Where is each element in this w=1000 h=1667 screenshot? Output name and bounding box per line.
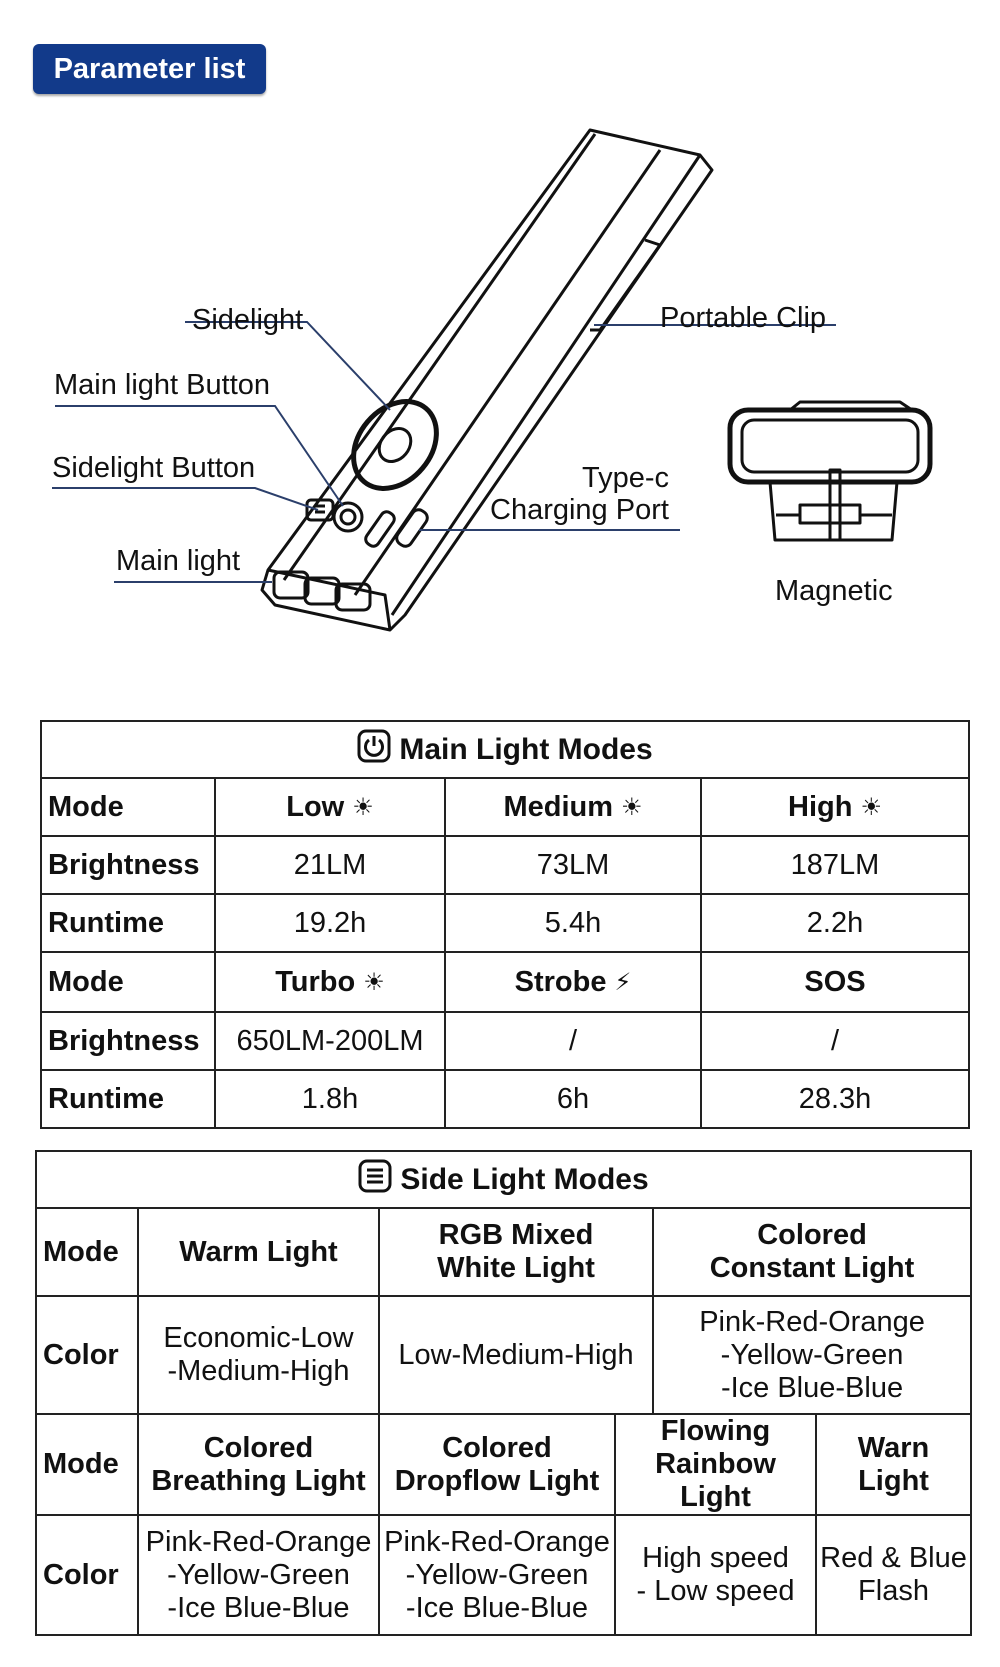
mode-warn-light: Warn Light [816, 1414, 971, 1515]
portable-clip-label: Portable Clip [660, 302, 827, 334]
runtime-high: 2.2h [701, 894, 969, 952]
mode-colored-dropflow: Colored Dropflow Light [379, 1414, 615, 1515]
main-light-label: Main light [116, 545, 241, 577]
sun-low-icon: ☀ [352, 794, 374, 822]
main-light-modes-title: Main Light Modes [41, 721, 969, 778]
brightness-medium: 73LM [445, 836, 701, 894]
color-colored-dropflow: Pink-Red-Orange -Yellow-Green -Ice Blue-Blue [379, 1515, 615, 1635]
side-row-label-mode: Mode [36, 1208, 138, 1296]
runtime-turbo: 1.8h [215, 1070, 445, 1128]
mode-turbo: Turbo ☀ [215, 952, 445, 1012]
menu-list-icon [358, 1159, 392, 1200]
color-colored-constant: Pink-Red-Orange -Yellow-Green -Ice Blue-Blue [653, 1296, 971, 1414]
row-label-runtime: Runtime [41, 894, 215, 952]
mode-low: Low ☀ [215, 778, 445, 836]
color-warm-light: Economic-Low -Medium-High [138, 1296, 379, 1414]
mode-rgb-mixed-white-light: RGB Mixed White Light [379, 1208, 653, 1296]
typec-label-line1: Type-c [582, 462, 670, 494]
side-light-modes-table [35, 1150, 972, 1636]
color-colored-breathing: Pink-Red-Orange -Yellow-Green -Ice Blue-Blue [138, 1515, 379, 1635]
mode-high: High ☀ [701, 778, 969, 836]
mode-warm-light: Warm Light [138, 1208, 379, 1296]
color-warn-light: Red & Blue Flash [816, 1515, 971, 1635]
parameter-list-badge: Parameter list [33, 44, 266, 94]
side-row-label-color: Color [36, 1296, 138, 1414]
sun-medium-icon: ☀ [621, 794, 643, 822]
mode-colored-breathing: Colored Breathing Light [138, 1414, 379, 1515]
color-flowing-rainbow: High speed - Low speed [615, 1515, 816, 1635]
row-label-mode: Mode [41, 778, 215, 836]
product-diagram [0, 110, 1000, 670]
runtime-low: 19.2h [215, 894, 445, 952]
mode-flowing-rainbow: Flowing Rainbow Light [615, 1414, 816, 1515]
mode-strobe: Strobe ⚡ [445, 952, 701, 1012]
row-label-brightness: Brightness [41, 836, 215, 894]
runtime-sos: 28.3h [701, 1070, 969, 1128]
strobe-icon: ⚡ [614, 969, 632, 997]
sidelight-button-label: Sidelight Button [52, 452, 256, 484]
row-label-brightness-2: Brightness [41, 1012, 215, 1070]
runtime-strobe: 6h [445, 1070, 701, 1128]
row-label-mode-2: Mode [41, 952, 215, 1012]
magnetic-label: Magnetic [775, 575, 893, 607]
mode-colored-constant-light: Colored Constant Light [653, 1208, 971, 1296]
sun-turbo-icon: ☀ [363, 969, 385, 997]
brightness-sos: / [701, 1012, 969, 1070]
side-light-modes-title: Side Light Modes [36, 1151, 971, 1208]
sidelight-label: Sidelight [192, 304, 304, 336]
main-light-button-label: Main light Button [54, 369, 271, 401]
side-row-label-mode-2: Mode [36, 1414, 138, 1515]
brightness-turbo: 650LM-200LM [215, 1012, 445, 1070]
brightness-low: 21LM [215, 836, 445, 894]
brightness-high: 187LM [701, 836, 969, 894]
typec-label-line2: Charging Port [490, 494, 669, 526]
main-light-modes-table [40, 720, 970, 1129]
mode-medium: Medium ☀ [445, 778, 701, 836]
sun-high-icon: ☀ [860, 794, 882, 822]
power-icon [357, 729, 391, 771]
side-row-label-color-2: Color [36, 1515, 138, 1635]
brightness-strobe: / [445, 1012, 701, 1070]
color-rgb-mixed: Low-Medium-High [379, 1296, 653, 1414]
row-label-runtime-2: Runtime [41, 1070, 215, 1128]
mode-sos: SOS [701, 952, 969, 1012]
runtime-medium: 5.4h [445, 894, 701, 952]
